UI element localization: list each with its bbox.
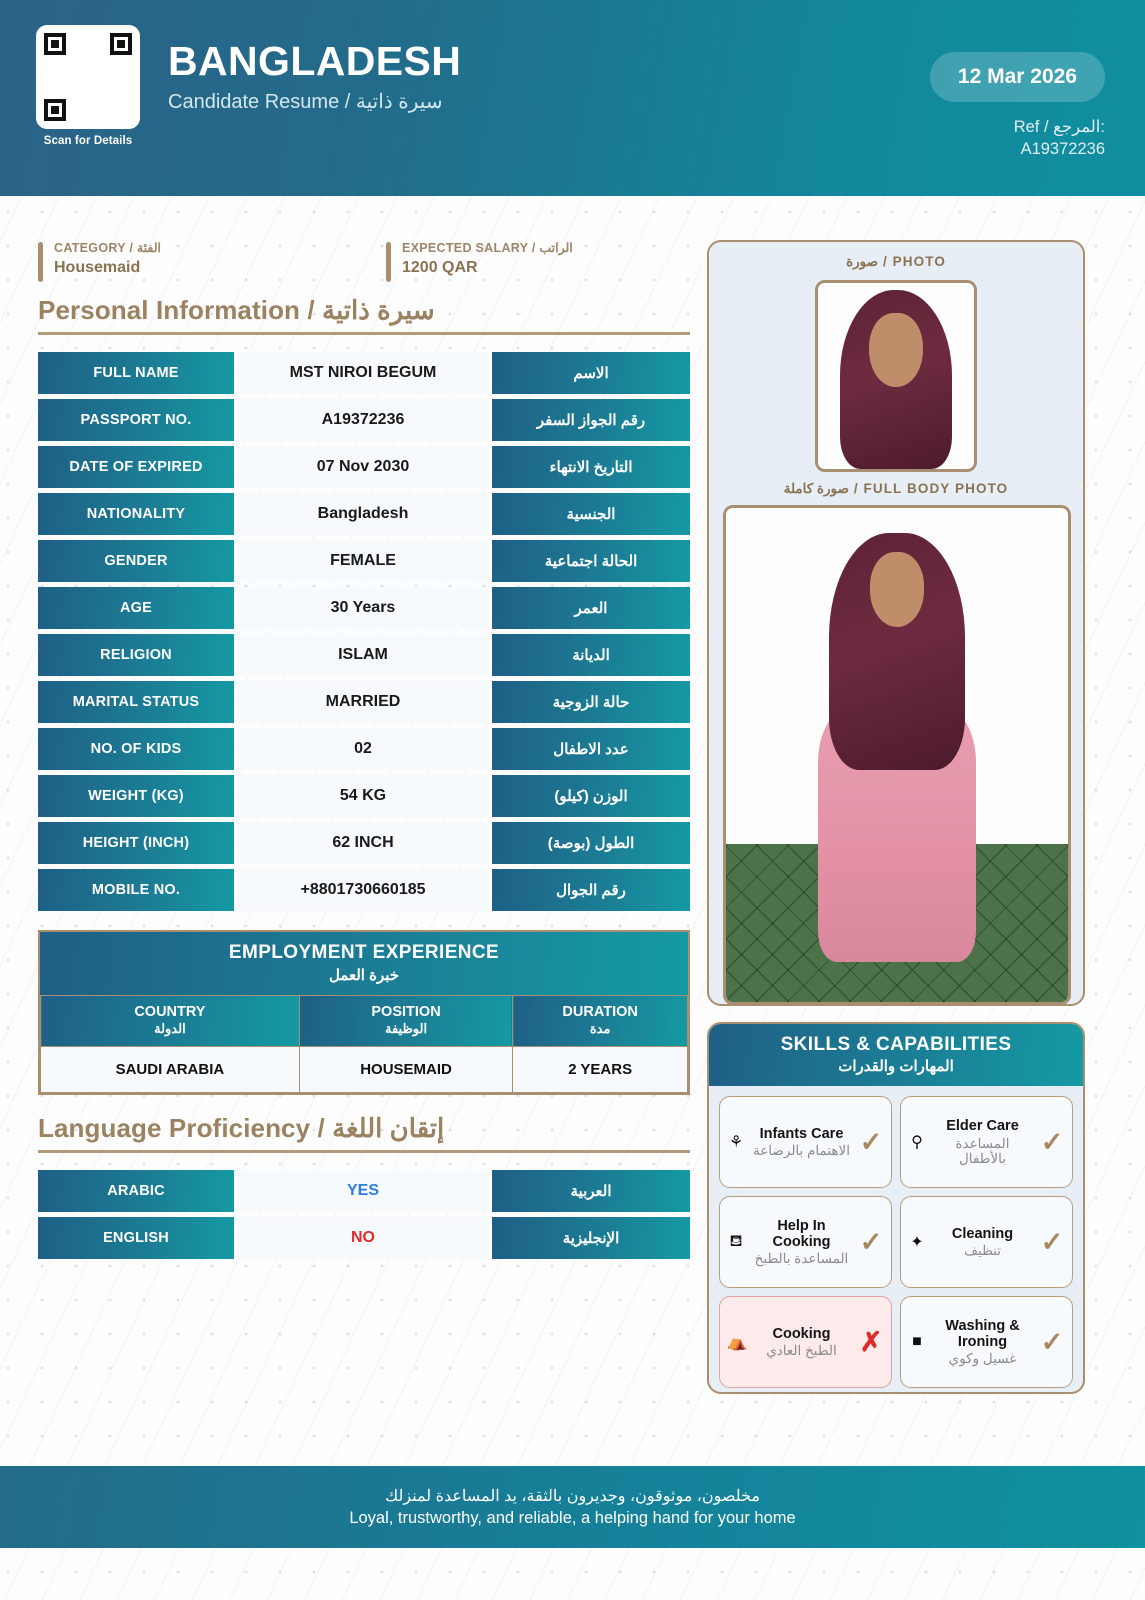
table-row	[38, 587, 690, 629]
skill-text	[750, 1126, 853, 1158]
skill-label-ar: تنظيف	[964, 1243, 1001, 1259]
column-header-en: COUNTRY	[134, 1004, 206, 1020]
skill-label-ar: المساعدة بالأطفال	[955, 1135, 1010, 1166]
row-value: 30 Years	[234, 587, 492, 629]
column-header-ar: مدة	[589, 1021, 611, 1036]
row-value: ISLAM	[234, 634, 492, 676]
table-row	[38, 869, 690, 911]
qr-code[interactable]	[36, 25, 140, 129]
row-value: Bangladesh	[234, 493, 492, 535]
table-row	[38, 1170, 690, 1212]
skill-text	[750, 1218, 853, 1267]
row-value: MST NIROI BEGUM	[234, 352, 492, 394]
category-label: CATEGORY / الفئة	[54, 241, 162, 255]
skills-panel	[707, 1022, 1085, 1394]
column-header	[513, 996, 688, 1047]
column-header-en: POSITION	[371, 1004, 441, 1020]
header-right	[930, 52, 1105, 161]
skill-card	[900, 1096, 1073, 1188]
row-label-ar: التاريخ الانتهاء	[492, 446, 690, 488]
skills-title-ar: المهارات والقدرات	[838, 1058, 954, 1075]
skill-label-en: Elder Care	[946, 1118, 1019, 1135]
reference-block	[930, 116, 1105, 161]
language-label: ENGLISH	[38, 1217, 234, 1259]
check-icon: ✓	[1040, 1226, 1064, 1257]
skill-label-en: Cleaning	[951, 1225, 1014, 1242]
row-value: A19372236	[234, 399, 492, 441]
skill-label-ar: الاهتمام بالرضاعة	[753, 1143, 850, 1159]
employment-duration: 2 YEARS	[513, 1047, 688, 1093]
skill-label-ar: الطبخ العادي	[766, 1343, 837, 1359]
face-shape-body	[870, 552, 925, 626]
skill-label-en: Washing & Ironing	[945, 1317, 1020, 1350]
table-row	[38, 634, 690, 676]
employment-table	[40, 995, 688, 1093]
headshot-photo	[815, 280, 977, 472]
skill-text	[750, 1326, 853, 1358]
skills-title-en: SKILLS & CAPABILITIES	[780, 1034, 1012, 1055]
row-label: WEIGHT (KG)	[38, 775, 234, 817]
full-body-photo	[723, 505, 1071, 1005]
skill-text	[931, 1318, 1034, 1367]
column-header-en: DURATION	[562, 1004, 638, 1020]
skill-label-ar: المساعدة بالطبخ	[754, 1251, 849, 1267]
qr-finder-bottom-left	[44, 99, 66, 121]
page-title: BANGLADESH	[168, 38, 462, 84]
skill-card	[719, 1296, 892, 1388]
personal-information-table	[38, 347, 690, 916]
skill-label-en: Infants Care	[759, 1125, 844, 1142]
left-column	[38, 240, 690, 1264]
page-footer	[0, 1466, 1145, 1548]
row-value: +8801730660185	[234, 869, 492, 911]
employment-country: SAUDI ARABIA	[41, 1047, 300, 1093]
row-label: RELIGION	[38, 634, 234, 676]
row-label-ar: رقم الجواز السفر	[492, 399, 690, 441]
footer-tagline-en: Loyal, trustworthy, and reliable, a helping hand for your home	[349, 1509, 796, 1527]
qr-caption: Scan for Details	[43, 135, 133, 147]
row-value: MARRIED	[234, 681, 492, 723]
employment-position: HOUSEMAID	[299, 1047, 513, 1093]
cooking-icon: ⛺	[727, 1334, 747, 1351]
personal-information-title: Personal Information / سيرة ذاتية	[38, 295, 690, 335]
header-titles	[168, 40, 461, 114]
row-label: NO. OF KIDS	[38, 728, 234, 770]
row-label: HEIGHT (INCH)	[38, 822, 234, 864]
language-label-ar: العربية	[492, 1170, 690, 1212]
table-row	[38, 775, 690, 817]
reference-label: Ref / المرجع:	[1013, 118, 1105, 136]
row-label-ar: الجنسية	[492, 493, 690, 535]
qr-pattern	[44, 33, 132, 121]
table-row	[38, 540, 690, 582]
table-row	[38, 822, 690, 864]
employment-title-en: EMPLOYMENT EXPERIENCE	[228, 942, 500, 963]
footer-tagline-ar: مخلصون، موثوقون، وجديرون بالثقة، يد المساعدة لمنزلك	[385, 1488, 760, 1505]
check-icon: ✓	[859, 1226, 883, 1257]
meta-row	[38, 240, 690, 277]
language-label: ARABIC	[38, 1170, 234, 1212]
table-row	[38, 493, 690, 535]
row-label-ar: حالة الزوجية	[492, 681, 690, 723]
elder-icon: ⚲	[911, 1134, 923, 1151]
date-badge: 12 Mar 2026	[930, 52, 1105, 102]
qr-block[interactable]	[36, 25, 140, 147]
qr-finder-top-right	[110, 33, 132, 55]
check-icon: ✓	[859, 1126, 883, 1157]
photo-panel	[707, 240, 1085, 1006]
skill-card	[900, 1296, 1073, 1388]
category-block	[38, 240, 386, 277]
row-label: GENDER	[38, 540, 234, 582]
table-row	[38, 1217, 690, 1259]
row-value: 54 KG	[234, 775, 492, 817]
table-row	[38, 681, 690, 723]
row-label-ar: الوزن (كيلو)	[492, 775, 690, 817]
row-label-ar: الديانة	[492, 634, 690, 676]
column-header-ar: الوظيفة	[384, 1021, 428, 1036]
sparkle-icon: ✦	[910, 1234, 924, 1251]
table-row	[38, 399, 690, 441]
face-shape	[869, 313, 922, 387]
row-label: FULL NAME	[38, 352, 234, 394]
headshot-portrait	[818, 283, 974, 469]
skill-card	[900, 1196, 1073, 1288]
pot-icon: ⛾	[729, 1233, 743, 1250]
skills-header	[709, 1024, 1083, 1086]
cross-icon: ✗	[859, 1326, 883, 1357]
row-label: NATIONALITY	[38, 493, 234, 535]
employment-title-ar: خبرة العمل	[328, 967, 400, 984]
skill-label-en: Cooking	[772, 1325, 831, 1342]
check-icon: ✓	[1040, 1126, 1064, 1157]
column-header-ar: الدولة	[154, 1021, 186, 1036]
language-value: NO	[234, 1217, 492, 1259]
check-icon: ✓	[1040, 1326, 1064, 1357]
skill-text	[931, 1226, 1034, 1258]
row-label-ar: عدد الاطفال	[492, 728, 690, 770]
language-value: YES	[234, 1170, 492, 1212]
row-label-ar: العمر	[492, 587, 690, 629]
employment-header	[40, 932, 688, 995]
iron-icon: ■	[912, 1333, 922, 1350]
column-header	[299, 996, 513, 1047]
row-label: DATE OF EXPIRED	[38, 446, 234, 488]
infant-icon: ⚘	[728, 1134, 744, 1151]
row-value: FEMALE	[234, 540, 492, 582]
skills-grid	[709, 1086, 1083, 1394]
language-table	[38, 1165, 690, 1264]
salary-value: 1200 QAR	[402, 259, 478, 276]
column-header	[41, 996, 300, 1047]
category-value: Housemaid	[54, 259, 141, 276]
salary-block	[386, 240, 573, 277]
row-value: 02	[234, 728, 492, 770]
row-label-ar: الطول (بوصة)	[492, 822, 690, 864]
page-subtitle: Candidate Resume / سيرة ذاتية	[168, 91, 443, 114]
skill-card	[719, 1196, 892, 1288]
reference-value: A19372236	[1020, 140, 1105, 159]
row-value: 07 Nov 2030	[234, 446, 492, 488]
row-label: MARITAL STATUS	[38, 681, 234, 723]
skill-card	[719, 1096, 892, 1188]
full-body-photo-caption: FULL BODY PHOTO / صورة كاملة	[783, 481, 1009, 496]
page-header	[0, 0, 1145, 196]
row-label-ar: الحالة اجتماعية	[492, 540, 690, 582]
row-label-ar: الاسم	[492, 352, 690, 394]
language-label-ar: الإنجليزية	[492, 1217, 690, 1259]
row-value: 62 INCH	[234, 822, 492, 864]
salary-label: EXPECTED SALARY / الراتب	[402, 241, 573, 255]
row-label: PASSPORT NO.	[38, 399, 234, 441]
row-label: MOBILE NO.	[38, 869, 234, 911]
skill-text	[931, 1118, 1034, 1165]
skill-label-en: Help In Cooking	[772, 1217, 831, 1250]
fullbody-portrait	[726, 508, 1068, 1002]
table-row	[38, 352, 690, 394]
qr-finder-top-left	[44, 33, 66, 55]
skill-label-ar: غسيل وكوي	[948, 1351, 1017, 1367]
row-label-ar: رقم الجوال	[492, 869, 690, 911]
table-row	[38, 446, 690, 488]
photo-caption: PHOTO / صورة	[846, 254, 946, 269]
employment-experience-block	[38, 930, 690, 1095]
table-row	[41, 1047, 688, 1093]
row-label: AGE	[38, 587, 234, 629]
table-row	[38, 728, 690, 770]
language-proficiency-title: Language Proficiency / إتقان اللغة	[38, 1113, 690, 1153]
